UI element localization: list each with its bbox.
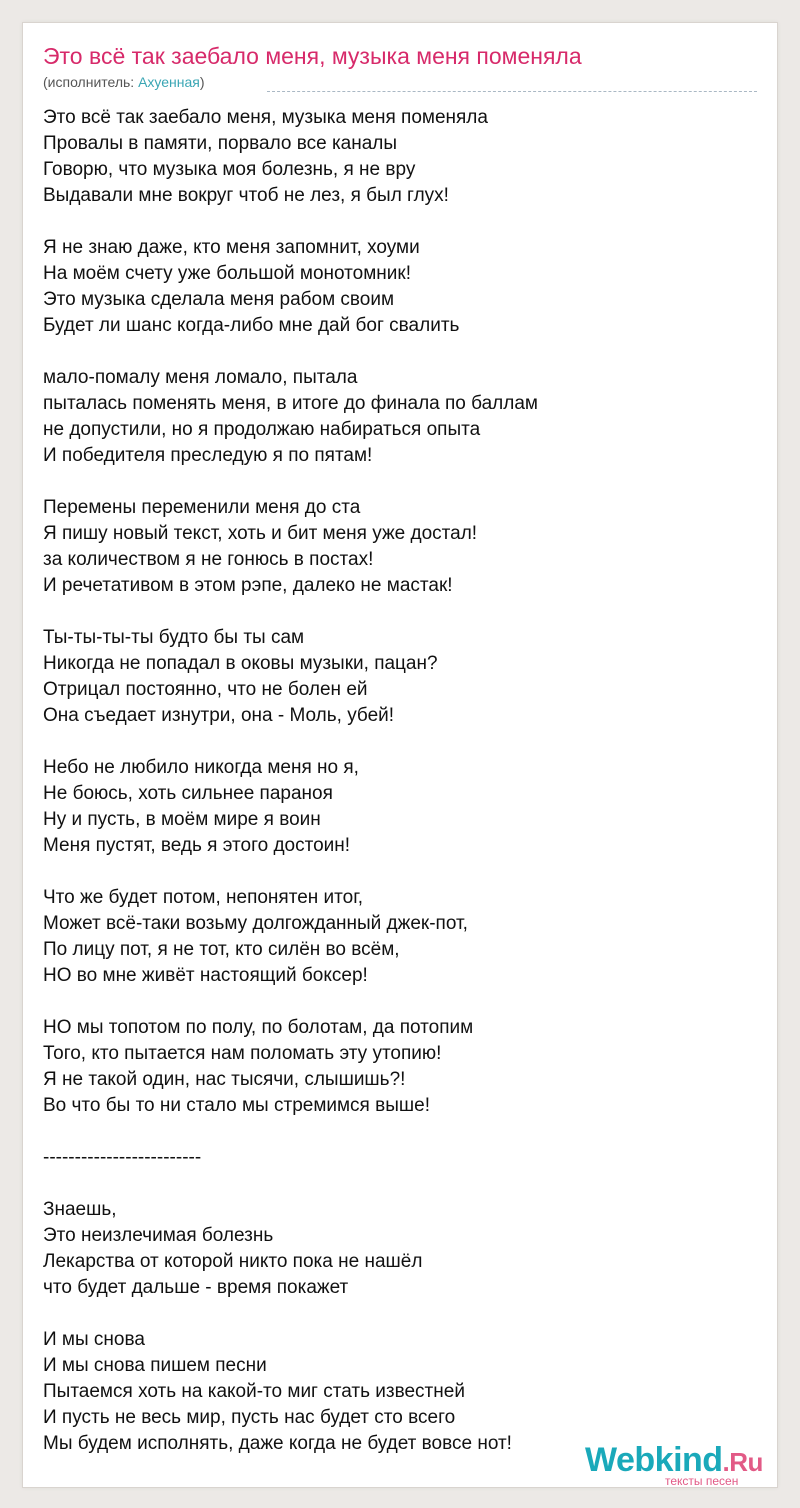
lyrics-blank-line: [43, 989, 538, 1015]
lyrics-line: что будет дальше - время покажет: [43, 1277, 349, 1298]
lyrics-line: Может всё-таки возьму долгожданный джек-пот,: [43, 913, 468, 934]
lyrics-line: Выдавали мне вокруг чтоб не лез, я был глух!: [43, 185, 449, 206]
song-title: Это всё так заебало меня, музыка меня поменяла: [43, 43, 582, 69]
lyrics-line: Того, кто пытается нам поломать эту утопию!: [43, 1043, 442, 1064]
lyrics-line: Это всё так заебало меня, музыка меня поменяла: [43, 107, 488, 128]
lyrics-line: Говорю, что музыка моя болезнь, я не вру: [43, 159, 416, 180]
lyrics-line: Отрицал постоянно, что не болен ей: [43, 679, 368, 700]
header-divider: [267, 91, 757, 92]
lyrics-line: Мы будем исполнять, даже когда не будет вовсе нот!: [43, 1433, 512, 1454]
lyrics-line: И пусть не весь мир, пусть нас будет сто всего: [43, 1407, 456, 1428]
lyrics-line: за количеством я не гонюсь в постах!: [43, 549, 374, 570]
lyrics-card: [22, 22, 778, 1488]
lyrics-line: Я не такой один, нас тысячи, слышишь?!: [43, 1069, 406, 1090]
lyrics-line: Я не знаю даже, кто меня запомнит, хоуми: [43, 237, 420, 258]
lyrics-line: Небо не любило никогда меня но я,: [43, 757, 359, 778]
lyrics-blank-line: [43, 859, 538, 885]
lyrics-line: По лицу пот, я не тот, кто силён во всём,: [43, 939, 400, 960]
lyrics-line: На моём счету уже большой монотомник!: [43, 263, 411, 284]
lyrics-line: НО мы топотом по полу, по болотам, да потопим: [43, 1017, 474, 1038]
lyrics-line: Пытаемся хоть на какой-то миг стать известней: [43, 1381, 465, 1402]
lyrics-blank-line: [43, 339, 538, 365]
lyrics-line: -------------------------: [43, 1147, 202, 1168]
lyrics-blank-line: [43, 729, 538, 755]
brand-word: Webkind: [585, 1441, 723, 1479]
lyrics-line: Меня пустят, ведь я этого достоин!: [43, 835, 351, 856]
lyrics-line: Знаешь,: [43, 1199, 117, 1220]
lyrics-text: [43, 105, 538, 1457]
lyrics-line: мало-помалу меня ломало, пытала: [43, 367, 358, 388]
lyrics-line: НО во мне живёт настоящий боксер!: [43, 965, 368, 986]
lyrics-line: Она съедает изнутри, она - Моль, убей!: [43, 705, 395, 726]
lyrics-blank-line: [43, 469, 538, 495]
lyrics-line: И мы снова пишем песни: [43, 1355, 267, 1376]
artist-link[interactable]: Ахуенная: [138, 74, 200, 90]
lyrics-line: Я пишу новый текст, хоть и бит меня уже достал!: [43, 523, 478, 544]
lyrics-line: пыталась поменять меня, в итоге до финала по баллам: [43, 393, 538, 414]
lyrics-line: Перемены переменили меня до ста: [43, 497, 361, 518]
brand-tagline: тексты песен: [665, 1474, 739, 1488]
lyrics-line: Ну и пусть, в моём мире я воин: [43, 809, 321, 830]
lyrics-blank-line: [43, 1171, 538, 1197]
lyrics-line: Не боюсь, хоть сильнее параноя: [43, 783, 333, 804]
lyrics-line: Что же будет потом, непонятен итог,: [43, 887, 364, 908]
webkind-logo[interactable]: [585, 1441, 785, 1489]
artist-prefix: (исполнитель:: [43, 74, 139, 90]
lyrics-line: Провалы в памяти, порвало все каналы: [43, 133, 398, 154]
lyrics-line: И победителя преследую я по пятам!: [43, 445, 373, 466]
lyrics-line: Будет ли шанс когда-либо мне дай бог свалить: [43, 315, 460, 336]
artist-suffix: ): [199, 74, 205, 90]
lyrics-blank-line: [43, 1119, 538, 1145]
brand-tld: .Ru: [722, 1447, 763, 1477]
lyrics-line: Это неизлечимая болезнь: [43, 1225, 274, 1246]
lyrics-line: И мы снова: [43, 1329, 145, 1350]
artist-line: [43, 74, 205, 90]
lyrics-line: Это музыка сделала меня рабом своим: [43, 289, 395, 310]
lyrics-line: Во что бы то ни стало мы стремимся выше!: [43, 1095, 430, 1116]
lyrics-blank-line: [43, 1301, 538, 1327]
lyrics-line: И речетативом в этом рэпе, далеко не мастак!: [43, 575, 453, 596]
lyrics-blank-line: [43, 599, 538, 625]
lyrics-line: Ты-ты-ты-ты будто бы ты сам: [43, 627, 305, 648]
lyrics-line: Лекарства от которой никто пока не нашёл: [43, 1251, 423, 1272]
lyrics-line: Никогда не попадал в оковы музыки, пацан?: [43, 653, 438, 674]
lyrics-line: не допустили, но я продолжаю набираться опыта: [43, 419, 481, 440]
lyrics-blank-line: [43, 209, 538, 235]
